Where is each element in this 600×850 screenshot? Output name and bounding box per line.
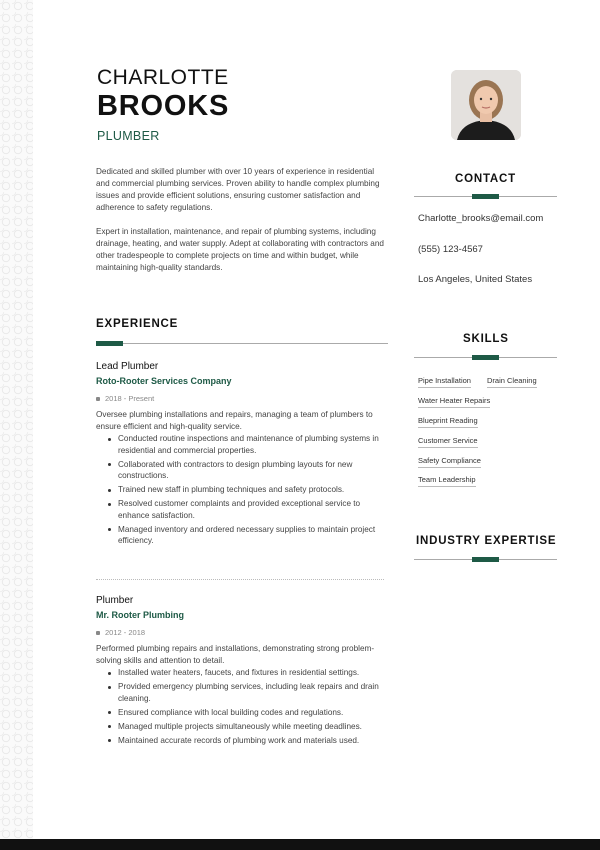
calendar-icon	[96, 397, 100, 401]
profile-photo	[451, 70, 521, 140]
job-entry	[96, 595, 388, 749]
job-dates-text: 2012 - 2018	[105, 628, 146, 637]
job-dates	[96, 628, 388, 637]
skills-accent	[472, 355, 499, 360]
calendar-icon	[96, 631, 100, 635]
skill-tag: Blueprint Reading	[418, 416, 478, 428]
last-name: BROOKS	[97, 90, 230, 122]
skill-tag: Team Leadership	[418, 475, 476, 487]
skill-tag: Drain Cleaning	[487, 376, 537, 388]
skill-tag: Water Heater Repairs	[418, 396, 490, 408]
job-bullet: Installed water heaters, faucets, and fixtures in residential settings.	[106, 667, 388, 679]
decorative-pattern-strip	[0, 0, 33, 850]
job-bullet: Managed multiple projects simultaneously while meeting deadlines.	[106, 721, 388, 733]
job-bullet: Managed inventory and ordered necessary supplies to maintain project efficiency.	[106, 524, 388, 547]
job-description: Performed plumbing repairs and installations, demonstrating strong problem-solving skills and attention to detail.	[96, 644, 375, 665]
contact-heading: CONTACT	[455, 173, 516, 185]
job-bullet: Conducted routine inspections and maintenance of plumbing systems in residential and commercial properties.	[106, 433, 388, 456]
contact-email[interactable]: Charlotte_brooks@email.com	[418, 213, 544, 224]
job-bullet: Trained new staff in plumbing techniques and safety protocols.	[106, 484, 388, 496]
first-name: CHARLOTTE	[97, 66, 229, 89]
job-bullet: Provided emergency plumbing services, including leak repairs and drain cleaning.	[106, 681, 388, 704]
bottom-bar	[0, 839, 600, 850]
skill-tag: Safety Compliance	[418, 456, 481, 468]
experience-rule	[96, 343, 388, 344]
skill-tag: Customer Service	[418, 436, 478, 448]
contact-phone[interactable]: (555) 123-4567	[418, 244, 483, 255]
job-title: Plumber	[96, 595, 134, 606]
job-company: Mr. Rooter Plumbing	[96, 610, 185, 620]
job-divider	[96, 579, 384, 580]
experience-accent	[96, 341, 123, 346]
skills-heading: SKILLS	[463, 333, 509, 345]
job-dates	[96, 394, 388, 403]
job-bullets	[106, 667, 388, 746]
job-bullet: Ensured compliance with local building codes and regulations.	[106, 707, 388, 719]
job-bullet: Resolved customer complaints and provided exceptional service to enhance satisfaction.	[106, 498, 388, 521]
job-company: Roto-Rooter Services Company	[96, 376, 232, 386]
summary-paragraph: Dedicated and skilled plumber with over 10 years of experience in residential and commercial plumbing services. Proven ability to handle complex plumbing issues and provide efficient solutions, ensuring customer satisfaction and adherence to safety regulations.	[96, 167, 380, 212]
job-dates-text: 2018 - Present	[105, 394, 155, 403]
summary-paragraph: Expert in installation, maintenance, and repair of plumbing systems, including drainage, heating, and water supply. Adept at collaborating with contractors and other tradespeople to complete projects on time and within budget, while maintaining high-quality standards.	[96, 227, 384, 272]
job-description: Oversee plumbing installations and repairs, managing a team of plumbers to ensure efficient and high-quality service.	[96, 410, 373, 431]
industry-expertise-heading: INDUSTRY EXPERTISE	[416, 535, 557, 547]
job-title: Lead Plumber	[96, 361, 159, 372]
experience-heading: EXPERIENCE	[96, 318, 179, 330]
job-bullet: Collaborated with contractors to design plumbing layouts for new constructions.	[106, 459, 388, 482]
contact-accent	[472, 194, 499, 199]
job-entry	[96, 361, 388, 549]
industry-accent	[472, 557, 499, 562]
skill-tag: Pipe Installation	[418, 376, 471, 388]
profile-summary	[96, 166, 388, 274]
job-bullets	[106, 433, 388, 547]
contact-location: Los Angeles, United States	[418, 274, 533, 285]
job-role: PLUMBER	[97, 129, 160, 143]
job-bullet: Maintained accurate records of plumbing work and materials used.	[106, 735, 388, 747]
